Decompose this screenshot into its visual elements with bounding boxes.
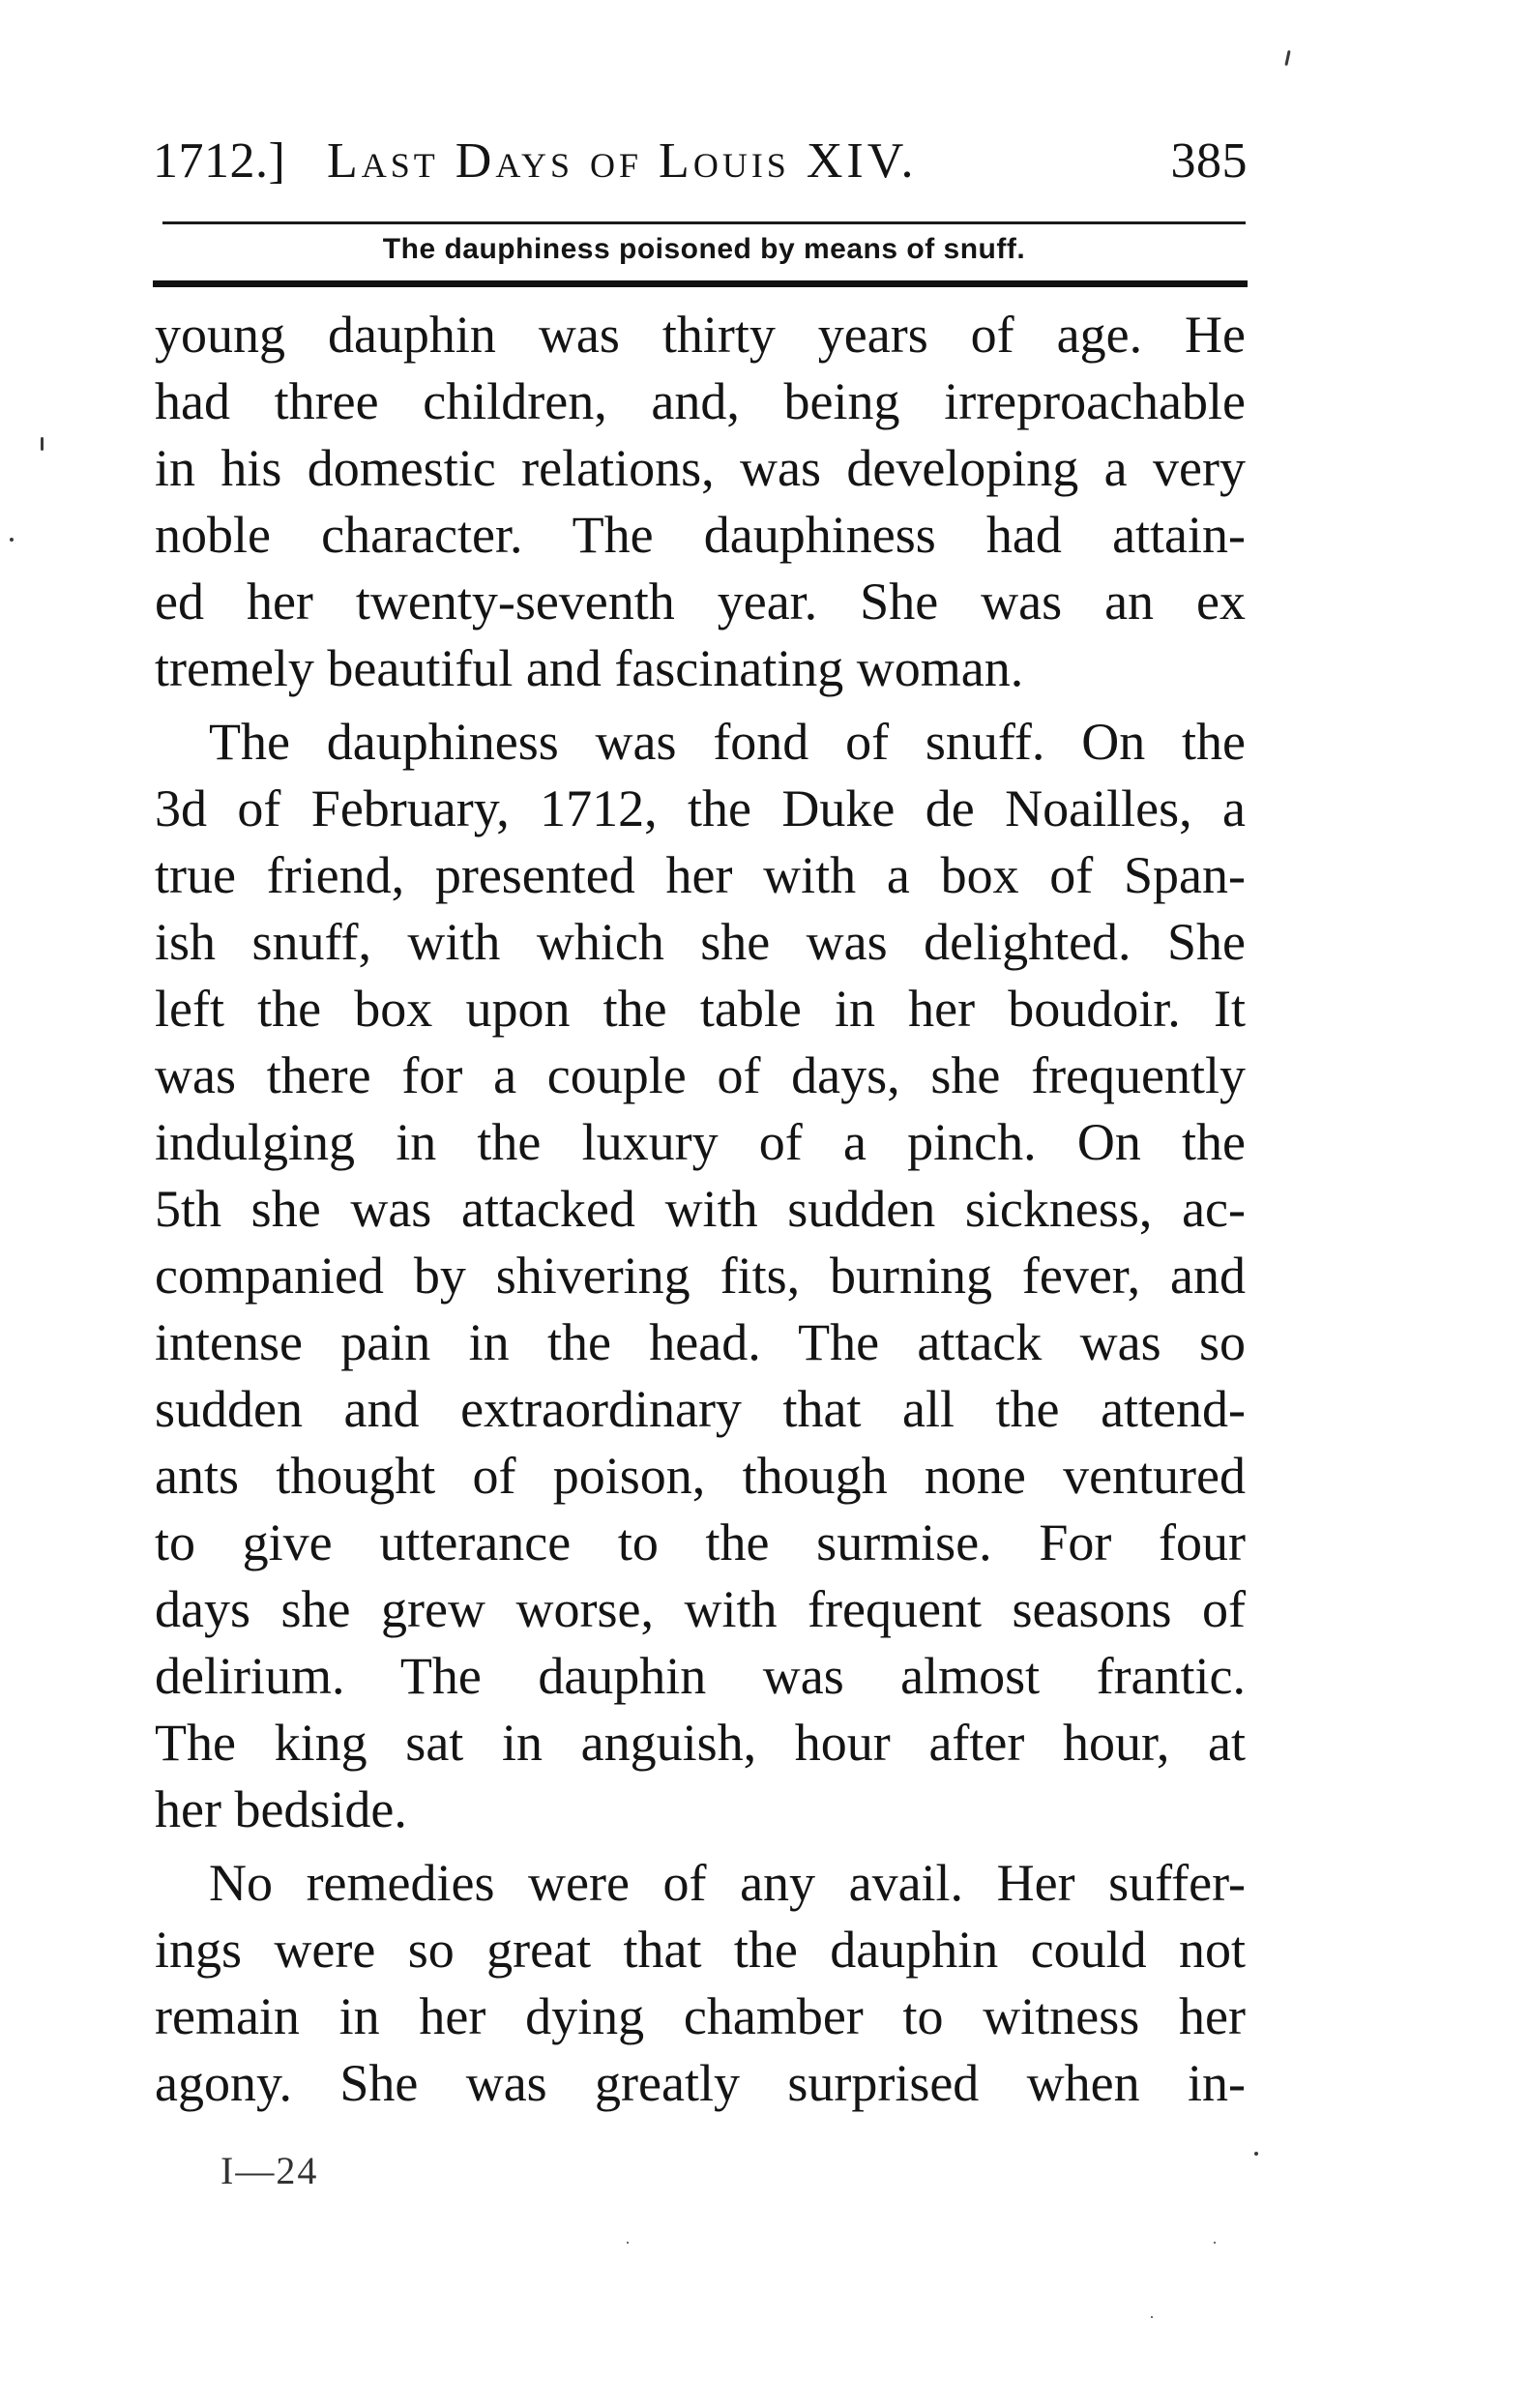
text-line: ings were so great that the dauphin could not	[155, 1921, 1246, 1979]
running-header	[153, 128, 1248, 195]
text-line: left the box upon the table in her boudoir. It	[155, 980, 1246, 1038]
header-rule-thick	[153, 280, 1248, 287]
paragraph-gap	[155, 1843, 1246, 1850]
scan-speck	[41, 437, 44, 451]
text-line: agony. She was greatly surprised when in-	[155, 2054, 1246, 2112]
text-line: was there for a couple of days, she frequently	[155, 1046, 1246, 1104]
text-line: true friend, presented her with a box of Span-	[155, 846, 1246, 904]
text-line: sudden and extraordinary that all the attend-	[155, 1380, 1246, 1438]
text-line: her bedside.	[155, 1780, 407, 1838]
text-line: ish snuff, with which she was delighted. She	[155, 913, 1246, 971]
text-line: 5th she was attacked with sudden sickness, ac-	[155, 1180, 1246, 1238]
text-line: ed her twenty-seventh year. She was an ex	[155, 573, 1246, 631]
paragraph-1	[155, 302, 1246, 702]
signature-mark: I—24	[220, 2149, 319, 2192]
body-text	[155, 302, 1246, 2117]
text-line: days she grew worse, with frequent seasons of	[155, 1580, 1246, 1638]
text-line: noble character. The dauphiness had attain-	[155, 506, 1246, 564]
text-line: in his domestic relations, was developing a very	[155, 439, 1246, 497]
paragraph-3	[155, 1850, 1246, 2117]
header-rule-thin	[162, 221, 1246, 224]
text-line: 3d of February, 1712, the Duke de Noailles, a	[155, 779, 1246, 837]
text-line: The dauphiness was fond of snuff. On the	[209, 713, 1246, 771]
scan-speck	[1254, 2152, 1258, 2156]
header-title: Last Days of Louis XIV.	[327, 133, 918, 189]
scan-speck	[627, 2242, 629, 2244]
scan-speck	[1284, 50, 1290, 66]
paragraph-2	[155, 709, 1246, 1843]
scan-speck	[1151, 2316, 1153, 2318]
text-line: ants thought of poison, though none ventured	[155, 1447, 1246, 1505]
text-line: young dauphin was thirty years of age. He	[155, 306, 1246, 364]
text-line: The king sat in anguish, hour after hour, at	[155, 1714, 1246, 1772]
text-line: tremely beautiful and fascinating woman.	[155, 639, 1024, 697]
page-subheading: The dauphiness poisoned by means of snuff.	[382, 233, 1026, 265]
scan-speck	[10, 538, 14, 542]
text-line: to give utterance to the surmise. For four	[155, 1513, 1246, 1571]
text-line: delirium. The dauphin was almost frantic.	[155, 1647, 1246, 1705]
paragraph-gap	[155, 702, 1246, 709]
text-line: companied by shivering fits, burning fever, and	[155, 1247, 1246, 1305]
text-line: indulging in the luxury of a pinch. On the	[155, 1113, 1246, 1171]
text-line: No remedies were of any avail. Her suffer-	[209, 1854, 1246, 1912]
text-line: remain in her dying chamber to witness her	[155, 1987, 1246, 2045]
scan-speck	[1214, 2242, 1216, 2244]
text-line: had three children, and, being irreproachable	[155, 372, 1246, 430]
text-line: intense pain in the head. The attack was so	[155, 1313, 1246, 1371]
header-year: 1712.]	[153, 133, 286, 189]
page-number: 385	[1170, 133, 1248, 189]
